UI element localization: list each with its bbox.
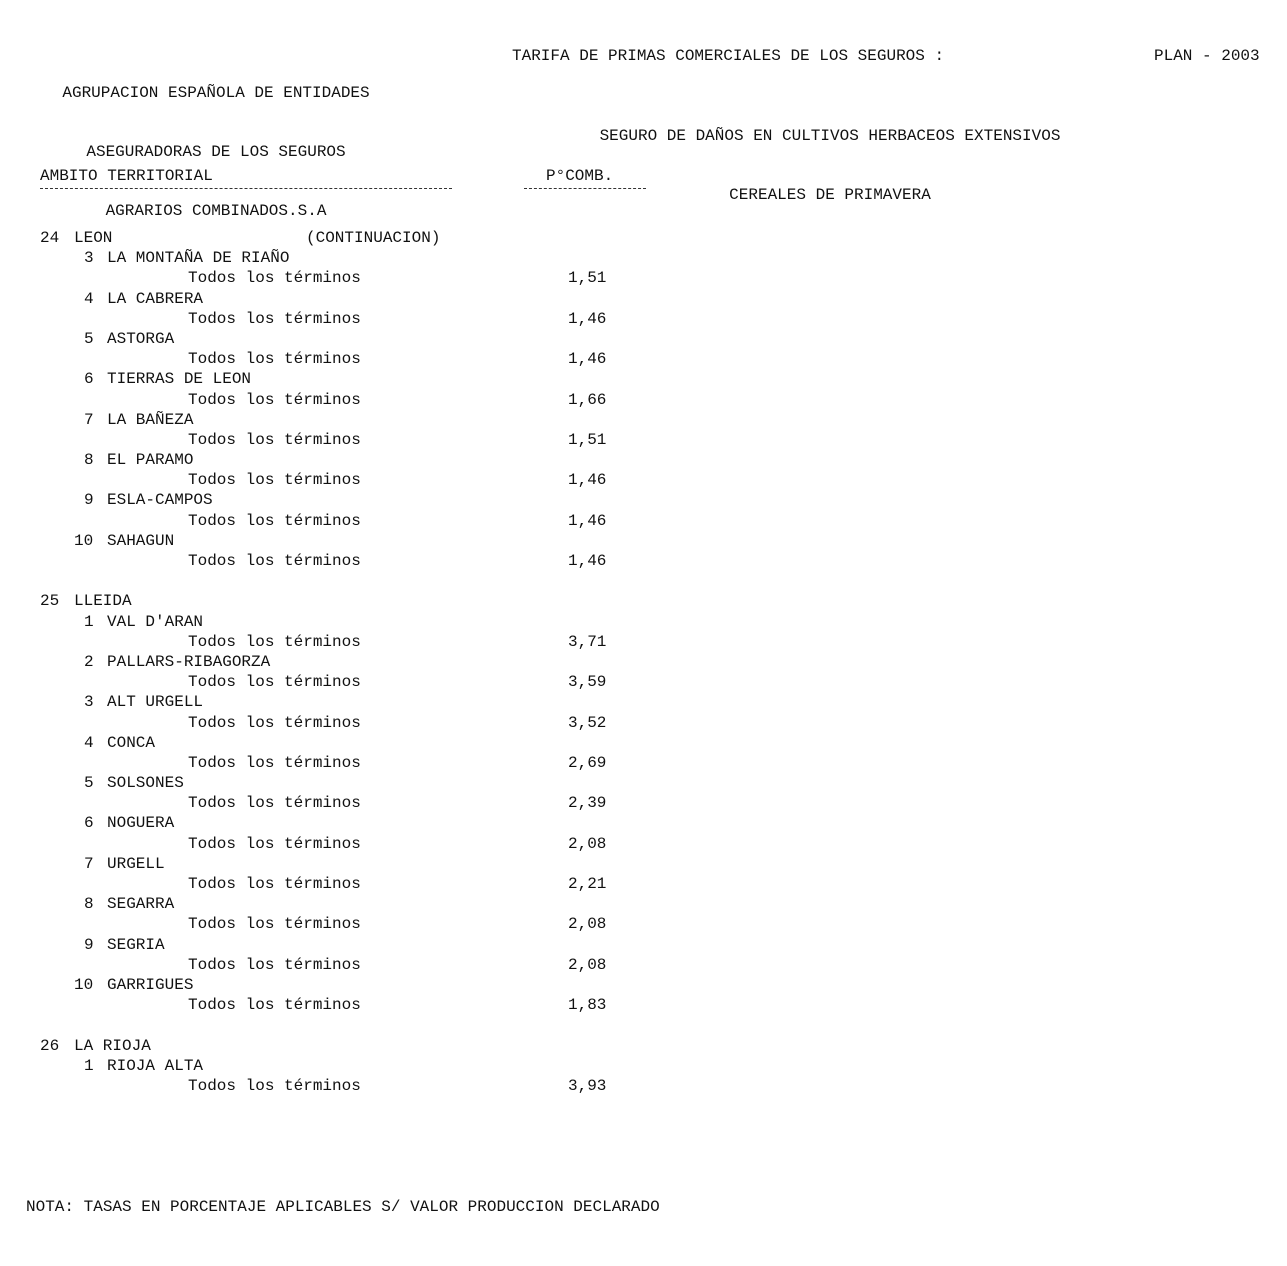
comarca-code: 3: [84, 249, 94, 268]
comarca-name: TIERRAS DE LEON: [107, 370, 252, 389]
subtitle-line: SEGURO DE DAÑOS EN CULTIVOS HERBACEOS EXTENSIVOS: [599, 127, 1061, 145]
province-name: LLEIDA: [74, 592, 132, 611]
term-label: Todos los términos: [188, 673, 361, 692]
term-label: Todos los términos: [188, 794, 361, 813]
comarca-row: [0, 410, 1287, 430]
term-row: [0, 268, 1287, 288]
comarca-row: [0, 531, 1287, 551]
comarca-code: 10: [74, 531, 94, 550]
section-gap: [0, 1015, 1287, 1035]
comarca-row: [0, 692, 1287, 712]
comarca-row: [0, 369, 1287, 389]
comarca-name: CONCA: [107, 733, 156, 752]
premium-value: 1,66: [568, 390, 607, 409]
comarca-row: [0, 975, 1287, 995]
term-label: Todos los términos: [188, 511, 361, 530]
comarca-name: ASTORGA: [107, 329, 175, 348]
comarca-row: [0, 773, 1287, 793]
organization-name: [26, 44, 406, 241]
column-underline-territory: [40, 188, 452, 189]
comarca-code: 10: [74, 975, 94, 994]
premium-value: 3,93: [568, 1076, 607, 1095]
comarca-code: 8: [84, 895, 94, 914]
term-label: Todos los términos: [188, 309, 361, 328]
comarca-name: EL PARAMO: [107, 451, 194, 470]
comarca-code: 4: [84, 733, 94, 752]
province-row: [0, 228, 1287, 248]
premium-value: 1,51: [568, 430, 607, 449]
term-row: [0, 793, 1287, 813]
plan-label: PLAN - 2003: [1154, 47, 1260, 65]
section-gap: [0, 571, 1287, 591]
premium-value: 3,71: [568, 632, 607, 651]
comarca-row: [0, 248, 1287, 268]
premium-value: 2,39: [568, 794, 607, 813]
comarca-code: 4: [84, 289, 94, 308]
term-row: [0, 309, 1287, 329]
premium-value: 2,69: [568, 753, 607, 772]
comarca-name: SOLSONES: [107, 774, 184, 793]
term-label: Todos los términos: [188, 632, 361, 651]
term-row: [0, 874, 1287, 894]
term-label: Todos los términos: [188, 471, 361, 490]
comarca-code: 5: [84, 329, 94, 348]
comarca-name: VAL D'ARAN: [107, 612, 204, 631]
term-label: Todos los términos: [188, 955, 361, 974]
comarca-row: [0, 733, 1287, 753]
term-label: Todos los términos: [188, 1076, 361, 1095]
premium-value: 1,46: [568, 471, 607, 490]
term-label: Todos los términos: [188, 430, 361, 449]
term-row: [0, 834, 1287, 854]
comarca-row: [0, 490, 1287, 510]
term-label: Todos los términos: [188, 713, 361, 732]
premium-value: 1,46: [568, 309, 607, 328]
term-row: [0, 753, 1287, 773]
premium-value: 2,08: [568, 834, 607, 853]
comarca-code: 8: [84, 451, 94, 470]
term-label: Todos los términos: [188, 753, 361, 772]
term-row: [0, 470, 1287, 490]
term-row: [0, 672, 1287, 692]
term-label: Todos los términos: [188, 390, 361, 409]
premium-value: 2,08: [568, 915, 607, 934]
term-row: [0, 390, 1287, 410]
term-label: Todos los términos: [188, 996, 361, 1015]
comarca-code: 9: [84, 935, 94, 954]
premium-value: 2,21: [568, 875, 607, 893]
column-header-premium: P°COMB.: [546, 167, 614, 185]
comarca-row: [0, 1056, 1287, 1076]
term-label: Todos los términos: [188, 552, 361, 570]
premium-value: 1,46: [568, 511, 607, 530]
comarca-row: [0, 329, 1287, 349]
term-label: Todos los términos: [188, 875, 361, 893]
comarca-name: SEGRIA: [107, 935, 165, 954]
premium-value: 1,83: [568, 996, 607, 1015]
term-row: [0, 1076, 1287, 1096]
comarca-code: 6: [84, 370, 94, 389]
term-label: Todos los términos: [188, 915, 361, 934]
premium-value: 3,59: [568, 673, 607, 692]
term-row: [0, 955, 1287, 975]
document-subtitle: [540, 87, 1120, 225]
term-row: [0, 511, 1287, 531]
comarca-row: [0, 935, 1287, 955]
comarca-code: 9: [84, 491, 94, 510]
term-label: Todos los términos: [188, 834, 361, 853]
comarca-name: ALT URGELL: [107, 693, 204, 712]
term-row: [0, 430, 1287, 450]
term-label: Todos los términos: [188, 269, 361, 288]
comarca-code: 5: [84, 774, 94, 793]
organization-line: AGRARIOS COMBINADOS.S.A: [105, 202, 327, 220]
comarca-name: URGELL: [107, 854, 165, 873]
comarca-row: [0, 894, 1287, 914]
province-code: 26: [40, 1036, 60, 1055]
document-title: TARIFA DE PRIMAS COMERCIALES DE LOS SEGUROS :: [512, 47, 945, 65]
province-name: LEON: [74, 229, 113, 247]
premium-value: 1,51: [568, 269, 607, 288]
comarca-name: ESLA-CAMPOS: [107, 491, 213, 510]
comarca-row: [0, 289, 1287, 309]
comarca-code: 7: [84, 854, 94, 873]
comarca-code: 6: [84, 814, 94, 833]
province-note: (CONTINUACION): [306, 229, 441, 247]
province-code: 25: [40, 592, 60, 611]
comarca-name: NOGUERA: [107, 814, 175, 833]
term-label: Todos los términos: [188, 350, 361, 369]
comarca-name: LA CABRERA: [107, 289, 204, 308]
comarca-row: [0, 450, 1287, 470]
comarca-name: SEGARRA: [107, 895, 175, 914]
organization-line: AGRUPACION ESPAÑOLA DE ENTIDADES: [62, 84, 370, 102]
term-row: [0, 713, 1287, 733]
premium-value: 3,52: [568, 713, 607, 732]
comarca-name: SAHAGUN: [107, 531, 175, 550]
column-header-territory: AMBITO TERRITORIAL: [40, 167, 213, 185]
comarca-row: [0, 612, 1287, 632]
comarca-name: LA MONTAÑA DE RIAÑO: [107, 249, 290, 268]
comarca-code: 7: [84, 410, 94, 429]
comarca-code: 3: [84, 693, 94, 712]
organization-line: ASEGURADORAS DE LOS SEGUROS: [86, 143, 346, 161]
term-row: [0, 349, 1287, 369]
comarca-name: LA BAÑEZA: [107, 410, 194, 429]
province-row: [0, 591, 1287, 611]
premium-value: 1,46: [568, 350, 607, 369]
term-row: [0, 632, 1287, 652]
term-row: [0, 551, 1287, 571]
comarca-name: GARRIGUES: [107, 975, 194, 994]
premium-value: 2,08: [568, 955, 607, 974]
comarca-code: 1: [84, 612, 94, 631]
comarca-name: PALLARS-RIBAGORZA: [107, 652, 271, 671]
comarca-code: 2: [84, 652, 94, 671]
subtitle-line: CEREALES DE PRIMAVERA: [729, 186, 931, 204]
tariff-table: [0, 228, 1287, 1096]
premium-value: 1,46: [568, 552, 607, 570]
comarca-row: [0, 813, 1287, 833]
comarca-row: [0, 854, 1287, 874]
term-row: [0, 995, 1287, 1015]
comarca-code: 1: [84, 1056, 94, 1075]
footer-note: NOTA: TASAS EN PORCENTAJE APLICABLES S/ VALOR PRODUCCION DECLARADO: [26, 1198, 660, 1216]
comarca-row: [0, 652, 1287, 672]
province-name: LA RIOJA: [74, 1036, 151, 1055]
province-code: 24: [40, 229, 60, 247]
column-underline-premium: [524, 188, 646, 189]
province-row: [0, 1036, 1287, 1056]
term-row: [0, 914, 1287, 934]
comarca-name: RIOJA ALTA: [107, 1056, 204, 1075]
